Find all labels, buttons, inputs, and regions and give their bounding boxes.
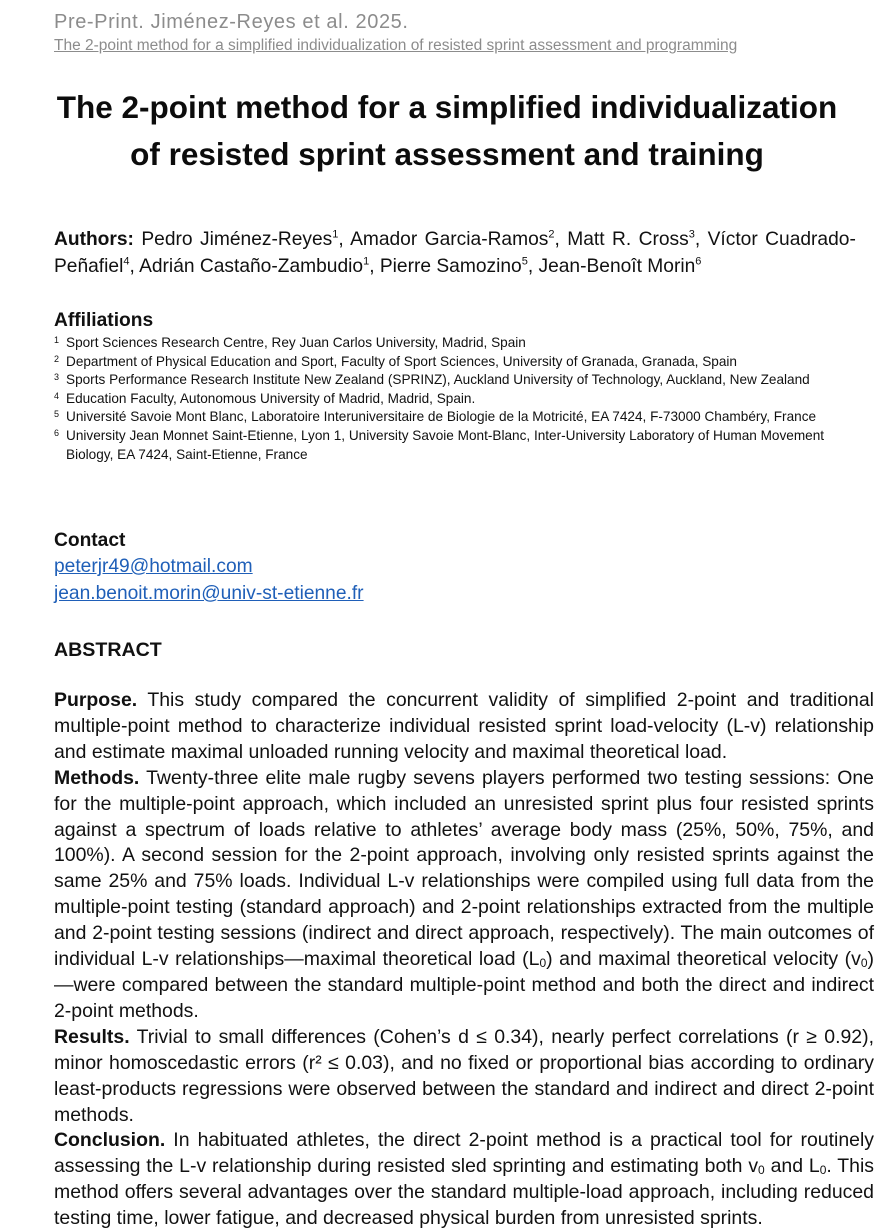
methods-label: Methods. (54, 766, 140, 789)
author-affiliation-mark: 1 (332, 228, 339, 241)
running-head (54, 8, 854, 55)
affiliation-text: Department of Physical Education and Sport, Faculty of Sport Sciences, University of Granada, Granada, Spain (66, 353, 737, 369)
affiliation-number: 6 (54, 427, 60, 438)
methods-text: Twenty-three elite male rugby sevens players performed two testing sessions: One for the multiple-point approach, which included an unresisted sprint plus four resisted sprints against a spectrum of loads relative to athletes’ average body mass (25%, 50%, 75%, and 100%). A second session for the 2-point approach, involving only resisted sprints against the same 25% and 75% loads. Individual L-v relationships were compiled using full data from the multiple-point testing (standard approach) and 2-point relationships extracted from the multiple and 2-point testing sessions (indirect and direct approach, respectively). The main outcomes of individual L-v relationships—maximal theoretical load (L (54, 766, 874, 971)
author-name: Víctor Cuadrado- (707, 229, 856, 250)
author-affiliation-mark: 1 (363, 255, 370, 268)
abstract-methods (54, 766, 874, 1025)
subscript-zero: 0 (860, 956, 868, 971)
affiliation-item (54, 353, 874, 372)
conclusion-text: . This method offers several advantages over the standard multiple-load approach, including reduced testing time, lower fatigue, and decreased physical burden from unresisted sprints. (54, 1155, 874, 1230)
affiliations-heading: Affiliations (54, 310, 154, 331)
author-name: Matt R. Cross (567, 229, 689, 250)
abstract-results (54, 1025, 874, 1129)
results-text: Trivial to small differences (Cohen’s d ≤ 0.34), nearly perfect correlations (r ≥ 0.92), minor homoscedastic errors (r² ≤ 0.03), and no fixed or proportional bias according to ordinary least-products regressions were observed between the standard and indirect and direct 2-point methods. (54, 1025, 874, 1126)
author-affiliation-mark: 3 (688, 228, 695, 241)
subscript-zero: 0 (539, 956, 547, 971)
purpose-label: Purpose. (54, 689, 138, 711)
abstract-purpose (54, 688, 874, 766)
affiliation-text: Université Savoie Mont Blanc, Laboratoire Interuniversitaire de Biologie de la Motricité, EA 7424, F-73000 Chambéry, France (66, 409, 817, 425)
author-name: Amador Garcia-Ramos (350, 229, 549, 250)
affiliation-item (54, 390, 874, 409)
affiliation-number: 4 (54, 390, 60, 401)
methods-text: )—were compared between the standard multiple-point method and both the direct and indirect 2-point methods. (54, 948, 874, 1022)
affiliation-number: 3 (54, 372, 60, 383)
author-affiliation-mark: 2 (548, 228, 555, 241)
affiliation-text: Education Faculty, Autonomous University of Madrid, Madrid, Spain. (66, 390, 476, 406)
affiliation-number: 2 (54, 353, 60, 364)
author-affiliation-mark: 6 (695, 255, 702, 268)
affiliation-item (54, 334, 874, 353)
conclusion-text: In habituated athletes, the direct 2-point method is a practical tool for routinely assessing the L-v relationship during resisted sled sprinting and estimating both v (54, 1129, 874, 1178)
affiliation-number: 5 (54, 409, 60, 420)
contact-email-link[interactable]: peterjr49@hotmail.com (54, 556, 253, 577)
abstract-heading: ABSTRACT (54, 639, 162, 661)
contact-email-link[interactable]: jean.benoit.morin@univ-st-etienne.fr (54, 583, 364, 604)
affiliation-item (54, 427, 874, 464)
affiliation-text: University Jean Monnet Saint-Etienne, Lyon 1, University Savoie Mont-Blanc, Inter-University Laboratory of Human Movement Biology, EA 7424, Saint-Etienne, France (66, 427, 825, 462)
contact-heading: Contact (54, 530, 126, 551)
methods-text: ) and maximal theoretical velocity (v (546, 948, 861, 971)
author-name: Jean-Benoît Morin (538, 256, 696, 277)
author-name: Peñafiel (54, 256, 124, 277)
affiliation-text: Sports Performance Research Institute New Zealand (SPRINZ), Auckland University of Technology, Auckland, New Zealand (66, 372, 810, 388)
affiliation-item (54, 371, 874, 390)
purpose-text: This study compared the concurrent validity of simplified 2-point and traditional multiple-point method to characterize individual resisted sprint load-velocity (L-v) relationship and estimate maximal unloaded running velocity and maximal theoretical load. (54, 689, 874, 763)
results-label: Results. (54, 1025, 130, 1048)
conclusion-text: and L (764, 1155, 820, 1178)
title-line-2: of resisted sprint assessment and training (130, 136, 764, 172)
affiliation-number: 1 (54, 335, 60, 345)
subscript-zero: 0 (758, 1163, 765, 1178)
affiliation-item (54, 408, 874, 427)
preprint-citation: Pre-Print. Jiménez-Reyes et al. 2025. (54, 11, 409, 33)
author-list: Authors: Pedro Jiménez-Reyes$^1$, Amador Garcia-Ramos$^2$, Matt R. Cross$^3$, Víctor Cuadrado- Peñafiel$^4$, Adrián Castaño-Zambudio$^1$, Pierre Samozino$^5$, Jean-Benoît Morin$^6$ (54, 228, 856, 277)
affiliations-list (54, 334, 874, 464)
paper-title (40, 84, 854, 178)
affiliation-text: Sport Sciences Research Centre, Rey Juan Carlos University, Madrid, Spain (66, 335, 526, 350)
abstract-conclusion (54, 1128, 874, 1232)
author-name: Pierre Samozino (379, 256, 522, 277)
title-line-1: The 2-point method for a simplified individualization (56, 89, 838, 125)
authors-label: Authors: (54, 229, 134, 250)
author-affiliation-mark: 5 (521, 255, 528, 268)
subscript-zero: 0 (819, 1163, 827, 1178)
abstract-body (54, 688, 874, 1232)
author-name: Adrián Castaño-Zambudio (139, 256, 364, 277)
conclusion-label: Conclusion. (54, 1129, 166, 1152)
author-affiliation-mark: 4 (123, 255, 130, 268)
author-name: Pedro Jiménez-Reyes (141, 229, 333, 250)
running-title: The 2-point method for a simplified individualization of resisted sprint assessment and programming (54, 37, 738, 54)
